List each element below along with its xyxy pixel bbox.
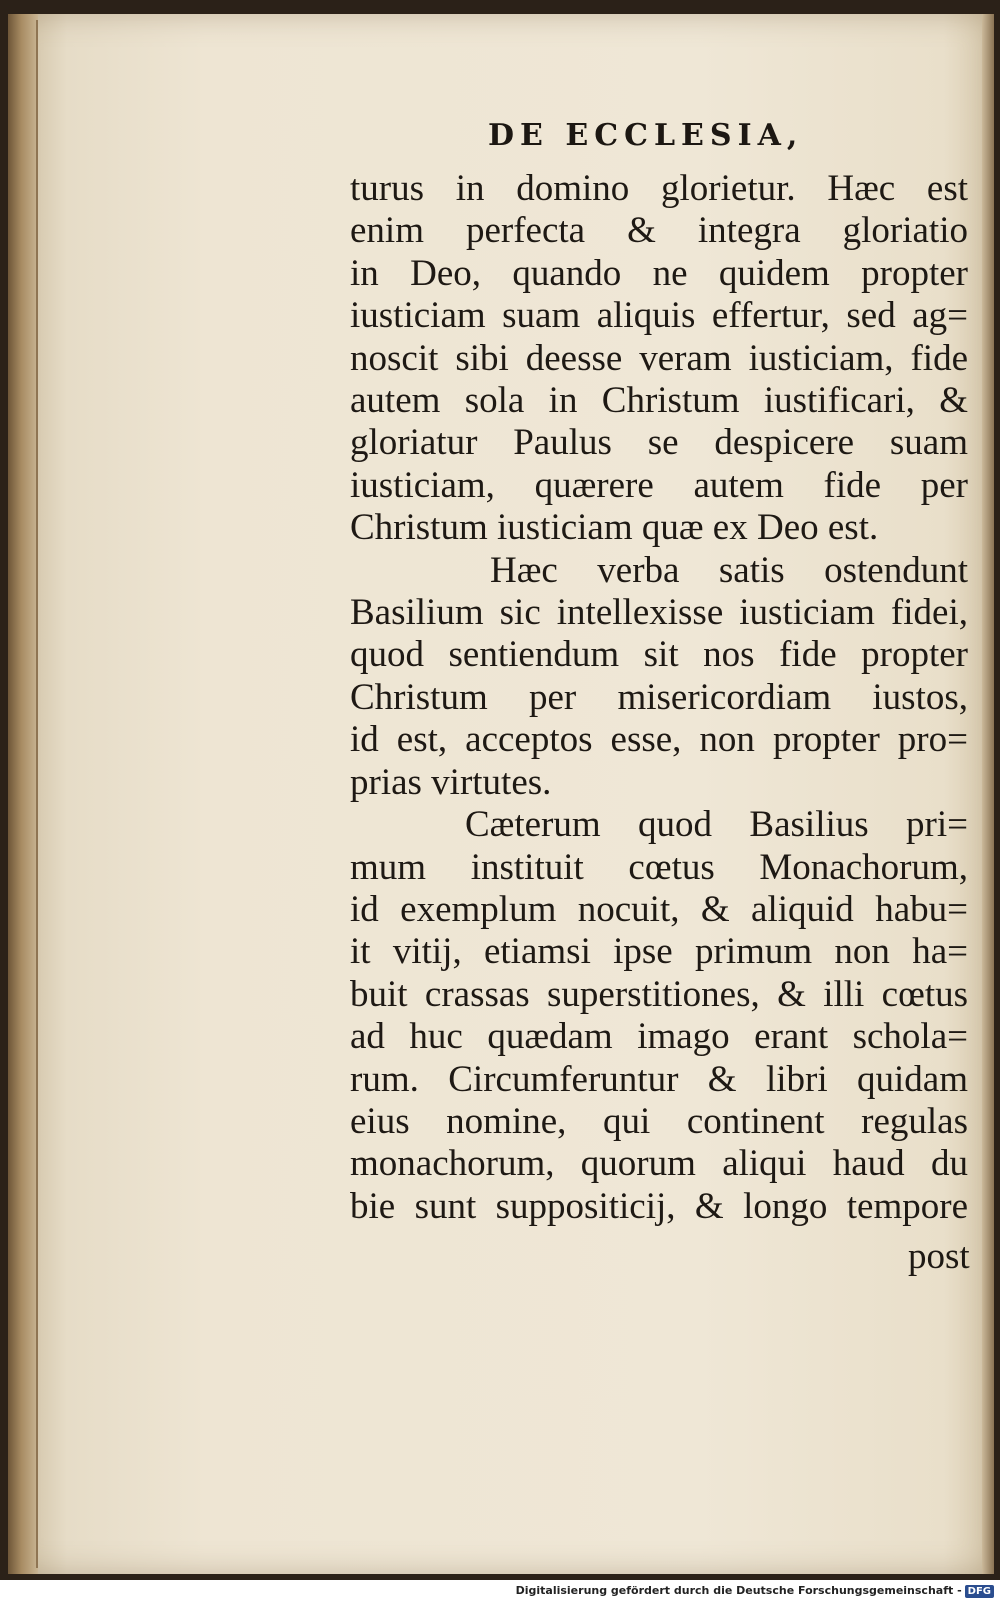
footer-text: Digitalisierung gefördert durch die Deutsche Forschungsgemeinschaft -: [515, 1584, 962, 1597]
page-spine: [8, 14, 38, 1574]
text-line: Cæterum quod Basilius pri=: [465, 804, 968, 846]
text-line: gloriatur Paulus se despicere suam: [350, 422, 968, 464]
text-line: mum instituit cœtus Monachorum,: [350, 846, 968, 888]
text-line: noscit sibi deesse veram iusticiam, fide: [350, 337, 968, 379]
text-line: rum. Circumferuntur & libri quidam: [350, 1058, 968, 1100]
text-line: in Deo, quando ne quidem propter: [350, 252, 968, 294]
text-line: monachorum, quorum aliqui haud du: [350, 1143, 968, 1185]
text-line: iusticiam, quærere autem fide per: [350, 464, 968, 506]
text-line: it vitij, etiamsi ipse primum non ha=: [350, 931, 968, 973]
text-line: quod sentiendum sit nos fide propter: [350, 634, 968, 676]
text-line: ad huc quædam imago erant schola=: [350, 1016, 968, 1058]
page-edge: [982, 14, 994, 1574]
text-line: enim perfecta & integra gloriatio: [350, 210, 968, 252]
body-text: [350, 168, 968, 1228]
running-head: DE ECCLESIA,: [488, 118, 804, 153]
text-line: turus in domino glorietur. Hæc est: [350, 168, 968, 209]
text-line: id exemplum nocuit, & aliquid habu=: [350, 888, 968, 930]
text-line: autem sola in Christum iustificari, &: [350, 380, 968, 422]
text-line: Basilium sic intellexisse iusticiam fidei,: [350, 592, 968, 634]
catchword: post: [908, 1236, 970, 1277]
text-line: Christum per misericordiam iustos,: [350, 676, 968, 718]
text-line: buit crassas superstitiones, & illi cœtus: [350, 973, 968, 1015]
gutter-line: [36, 20, 38, 1568]
text-line: Christum iusticiam quæ ex Deo est.: [350, 507, 879, 549]
text-line: Hæc verba satis ostendunt: [490, 549, 968, 591]
text-line: iusticiam suam aliquis effertur, sed ag=: [350, 295, 968, 337]
dfg-logo: DFG: [965, 1585, 994, 1598]
digitization-credit: [516, 1584, 994, 1598]
text-line: prias virtutes.: [350, 761, 552, 803]
text-line: bie sunt suppositicij, & longo tempore: [350, 1185, 968, 1227]
text-line: eius nomine, qui continent regulas: [350, 1100, 968, 1142]
text-line: id est, acceptos esse, non propter pro=: [350, 719, 968, 761]
